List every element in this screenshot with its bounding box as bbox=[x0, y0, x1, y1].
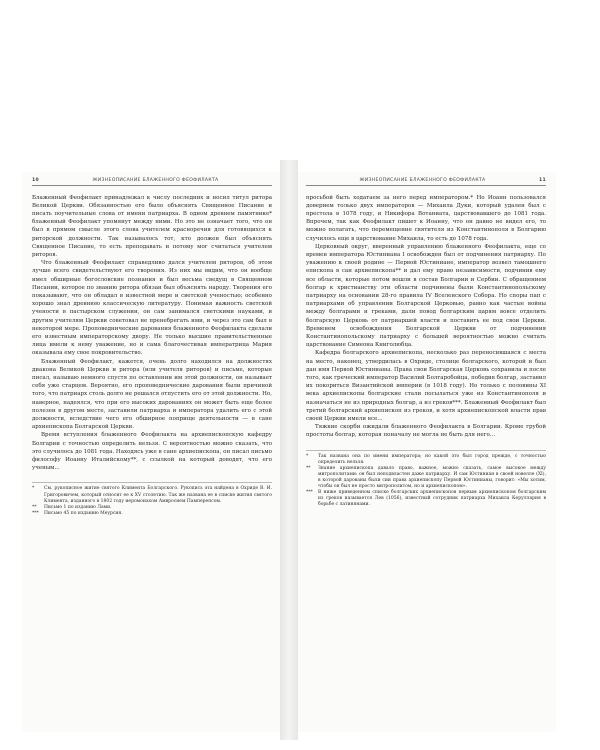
footnote-text: В ниже приведенном списке болгарских архиепископов первым архиепископом болгарским из греков называется Лев (1056), известный сотрудник патриарха Михаила Керуллария в борьбе с латинянами. bbox=[318, 490, 546, 508]
page-number: 11 bbox=[539, 178, 546, 183]
running-title: ЖИЗНЕОПИСАНИЕ БЛАЖЕННОГО ФЕОФИЛАКТА bbox=[359, 178, 486, 183]
footnotes bbox=[306, 450, 546, 509]
footnote bbox=[306, 454, 546, 466]
footnote-mark: * bbox=[32, 486, 35, 492]
footnote-text: Письмо 45 по изданию Меурсия. bbox=[44, 510, 123, 516]
body-text bbox=[306, 194, 546, 440]
footnote bbox=[306, 490, 546, 508]
paragraph: Время вступления блаженного Феофилакта на архиепископскую кафедру Болгарии с точностью определить нельзя. С вероятностью можно сказать, что это случилось до 1081 года. Находясь уже в сане архиепископа, он писал письмо философу Иоанну Италийскому**, с ссылкой на который доводят, что его ученым... bbox=[32, 432, 272, 472]
paragraph: просьбой быть ходатаем за него перед императором.* Но Иоанн пользовался доверием только двух императоров — Михаила Дуки, который удален был с престола в 1078 году, и Никифора Вотаниата, царствовавшего до 1081 года. Впрочем, так как Феофилакт пишет к Иоанну, что он давно не видел его, то можно полагать, что перемещение святителя из Константинополя в Болгарию случилось еще в царствование Михаила, то есть до 1078 года. bbox=[306, 194, 546, 242]
paragraph: Кафедра болгарского архиепископа, несколько раз переносившаяся с места на место, наконец, утвердилась в Охриде, столице болгарского, которой и был дан имя Первой Юстинианы. Права свои Болгарская Церковь сохранила и после того, как греческий император Василий Болгаробойца, победив болгар, заставил их покориться Византийской империи (в 1018 году). Но только с половины XI века архиепископы болгарские стали посылаться уже из Константинополя и назначаться не из природных болгар, а из греков***. Блаженный Феофилакт был третий болгарский архиепископ из греков, и хотя архиепископской власти прав своей Церкви имели все... bbox=[306, 350, 546, 422]
footnote-text: Так названа она по имени императора; но какой это был город прежде, с точностью определить нельзя. bbox=[318, 453, 546, 465]
page-number: 10 bbox=[32, 178, 39, 183]
paragraph: Тяжкие скорби ожидали блаженного Феофилакта в Болгарии. Кроме грубой простоты болгар, которая поначалу не могла не быть для него... bbox=[306, 424, 546, 439]
footnote-text: Письмо 1 по изданию Лами. bbox=[44, 504, 112, 510]
footnote bbox=[306, 466, 546, 490]
paragraph: Блаженный Феофилакт принадлежал к числу последних и носил титул ритора Великой Церкви. Обязанностью его было объяснять Священное Писание и писать поучительные слова от имени патриарха. В одном древнем памятнике* блаженный Феофилакт упомянут между ними. Но это не означает того, что он был в прямом смысле этого слова учителем красноречия для готовящихся к риторской должности. Так называлось тот, кто должен был объяснять Священное Писание, то есть преподавать и потому мог считаться учителем риторов. bbox=[32, 194, 272, 258]
footnote-text: Знание архиепископа давало право, важное, можно сказать, самое высокое между митрополитами: он был неподвластен даже патриарху. И сам Юстиниан в своей новелле (XI), в которой дарованы были сии права архиепископу Первой Юстинианы, говорит: «Мы хотим, чтобы он был не просто митрополитом, но и архиепископом». bbox=[318, 465, 546, 490]
paragraph: Что блаженный Феофилакт справедливо дался учителем риторов, об этом лучше всего свидетельствуют его творения. Из них мы видим, что он вообще имел обширные богословские познания и был весьма сведущ в Священном Писании, которое по званию ритора обязан был объяснять народу. Творения его показывают, что он обладал в известной мере и светской ученостью; особенно хорошо знал древнюю классическую литературу. Понимая важность светской учености в пастырском служении, он сам занимался светскими науками, и другим учителям Церкви советовал не пренебрегать ими, и через это сам был в некоторой мере. Проповеднические дарования блаженного Феофилакта сделали его известным императорскому двору. Не только высшие правительственные лица имели к нему уважение, но и сама благочестивая императрица Мария оказывала ему свое покровительство. bbox=[32, 260, 272, 357]
book-gutter bbox=[280, 160, 298, 740]
running-head bbox=[32, 178, 272, 186]
left-page bbox=[22, 172, 280, 732]
footnote-mark: * bbox=[306, 453, 309, 459]
footnote-mark: *** bbox=[32, 510, 39, 516]
footnotes bbox=[32, 482, 272, 516]
footnote bbox=[32, 511, 272, 517]
paragraph: Церковный округ, вверенный управлению блаженного Феофилакта, еще со времен императора Юстиниана I освобожден был от подчинения патриарху. По уважению к своей родине — Первой Юстиниане, император возвел тамошнего епископа в сан архиепископа** и дал ему право независимости, подчинив ему все области, которые потом вошли в состав Болгарии и Сербии. С обращением болгар к христианству эти области подчинены были Константинопольскому патриарху на основании 28-го правила IV Вселенского Собора. Но споры пап с патриархами об управлении Болгарской Церковью, равно как частые войны между болгарами и греками, дали повод болгарским царям вовсе отделить болгарскую Церковь от патриаршей власти и поставить ее под свои Церкви. Временем освобождения Болгарской Церкви от подчинения Константинопольскому патриарху с большей вероятностью можно считать царствование Симеона Книголюбца. bbox=[306, 243, 546, 349]
running-head bbox=[306, 178, 546, 186]
running-title: ЖИЗНЕОПИСАНИЕ БЛАЖЕННОГО ФЕОФИЛАКТА bbox=[92, 178, 219, 183]
paragraph: Блаженный Феофилакт, кажется, очень долго находился на должностях диакона Великой Церкви и ритора (или учителя риторов) и письме, которые писал, называю немного спустя по оставлении им этой должности, он называет себя уже старцем. Вероятно, его проповеднические дарования были причиной того, что патриарх столь долго не решался отпустить его от этой должности. Но, наверное, надеялся, что при его высоких дарованиях он может быть еще более полезен в другом месте, заставили патриарха и императора удалить его с этой должности, вследствие чего его обширное поприще деятельности — в сане архиепископа Болгарской Церкви. bbox=[32, 358, 272, 431]
footnote bbox=[32, 486, 272, 504]
book-spread bbox=[22, 0, 574, 750]
footnote-text: См. рукописное житие святого Климента Болгарского. Рукопись эта найдена в Охриде В. И. Григоровичем, который относит ее к XV столетию. Так же названа ее в списке жития святого Климента, изданного в 1802 году иеромонахом Амвросием Памперепсом. bbox=[44, 486, 272, 504]
body-text bbox=[32, 194, 272, 473]
footnote-mark: *** bbox=[306, 490, 313, 496]
footnote-mark: ** bbox=[32, 504, 37, 510]
footnote-mark: ** bbox=[306, 465, 311, 471]
right-page bbox=[298, 172, 556, 732]
